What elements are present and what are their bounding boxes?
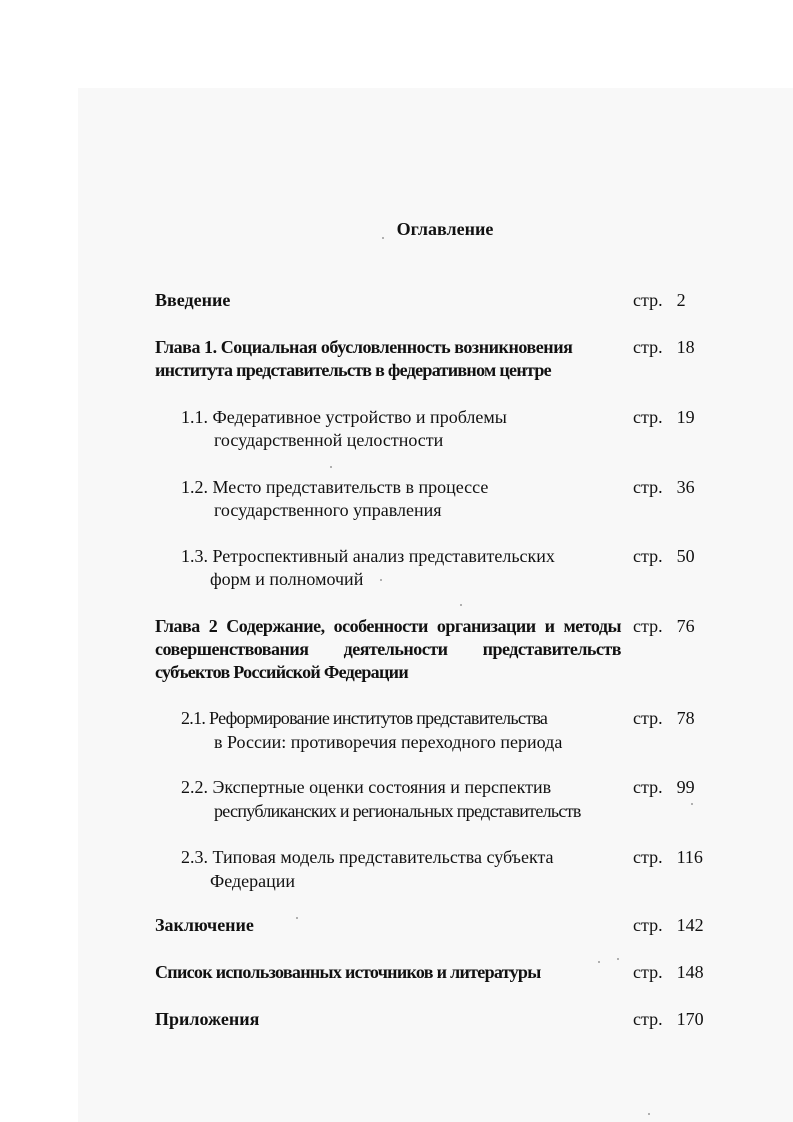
scan-speck xyxy=(380,579,382,581)
toc-entry-section-1-2: 1.2. Место представительств в процессе xyxy=(181,477,489,497)
page-abbrev: стр. xyxy=(633,708,663,728)
scan-speck xyxy=(598,961,600,963)
page-number: 142 xyxy=(676,915,704,935)
toc-entry-section-2-3: 2.3. Типовая модель представительства субъекта xyxy=(181,847,554,867)
toc-entry-chapter-1-cont: института представительств в федеративном центре xyxy=(155,360,551,380)
page-number: 99 xyxy=(676,777,695,797)
toc-page-ref xyxy=(633,545,695,568)
page-abbrev: стр. xyxy=(633,616,663,636)
page-abbrev: стр. xyxy=(633,290,663,310)
toc-entry-chapter-2-cont: совершенствования деятельности представительств xyxy=(155,639,621,659)
toc-entry-section-2-1: 2.1. Реформирование институтов представительства xyxy=(181,708,548,728)
scan-speck xyxy=(691,803,693,805)
toc-entry-introduction: Введение xyxy=(155,290,231,310)
toc-entry-section-1-1-cont: государственной целостности xyxy=(214,430,444,450)
page-number: 36 xyxy=(676,477,695,497)
page-abbrev: стр. xyxy=(633,915,663,935)
toc-entry-section-1-1: 1.1. Федеративное устройство и проблемы xyxy=(181,407,507,427)
toc-page-ref xyxy=(633,289,686,312)
toc-entry-appendices: Приложения xyxy=(155,1009,260,1029)
toc-entry-chapter-2: Глава 2 Содержание, особенности организации и методы xyxy=(155,616,621,636)
scan-speck xyxy=(296,917,298,919)
page-number: 78 xyxy=(676,708,695,728)
page-abbrev: стр. xyxy=(633,1009,663,1029)
page-number: 2 xyxy=(676,290,686,310)
toc-entry-section-2-2: 2.2. Экспертные оценки состояния и перспектив xyxy=(181,777,552,797)
toc-page-ref xyxy=(633,615,695,638)
page-abbrev: стр. xyxy=(633,407,663,427)
toc-page-ref xyxy=(633,914,704,937)
page-number: 76 xyxy=(676,616,695,636)
page-number: 148 xyxy=(676,962,704,982)
page-abbrev: стр. xyxy=(633,546,663,566)
toc-entry-section-2-1-cont: в России: противоречия переходного периода xyxy=(214,732,563,752)
toc-entry-chapter-1: Глава 1. Социальная обусловленность возникновения xyxy=(155,337,573,357)
page-number: 116 xyxy=(676,847,703,867)
page-abbrev: стр. xyxy=(633,337,663,357)
toc-page-ref xyxy=(633,406,695,429)
toc-page-ref xyxy=(633,336,695,359)
page-abbrev: стр. xyxy=(633,962,663,982)
toc-page-ref xyxy=(633,476,695,499)
toc-entry-section-2-2-cont: республиканских и региональных представительств xyxy=(214,801,581,821)
page-title: Оглавление xyxy=(396,219,494,239)
page-abbrev: стр. xyxy=(633,847,663,867)
toc-page-ref xyxy=(633,707,695,730)
page-abbrev: стр. xyxy=(633,777,663,797)
page-number: 18 xyxy=(676,337,695,357)
toc-entry-conclusion: Заключение xyxy=(155,915,254,935)
page-abbrev: стр. xyxy=(633,477,663,497)
scan-speck xyxy=(382,237,384,239)
scan-speck xyxy=(648,1113,650,1115)
toc-page-ref xyxy=(633,961,704,984)
page-number: 19 xyxy=(676,407,695,427)
toc-entry-section-2-3-cont: Федерации xyxy=(210,871,296,891)
scan-speck xyxy=(460,604,462,606)
page-number: 50 xyxy=(676,546,695,566)
toc-entry-bibliography: Список использованных источников и литературы xyxy=(155,962,541,982)
toc-entry-section-1-3-cont: форм и полномочий xyxy=(210,569,364,589)
toc-entry-section-1-2-cont: государственного управления xyxy=(214,500,442,520)
scan-speck xyxy=(330,466,332,468)
toc-page-ref xyxy=(633,1008,704,1031)
scan-speck xyxy=(617,958,619,960)
page-number: 170 xyxy=(676,1009,704,1029)
toc-entry-chapter-2-cont: субъектов Российской Федерации xyxy=(155,662,408,682)
toc-entry-section-1-3: 1.3. Ретроспективный анализ представительских xyxy=(181,546,555,566)
toc-page-ref xyxy=(633,776,695,799)
toc-page-ref xyxy=(633,846,703,869)
